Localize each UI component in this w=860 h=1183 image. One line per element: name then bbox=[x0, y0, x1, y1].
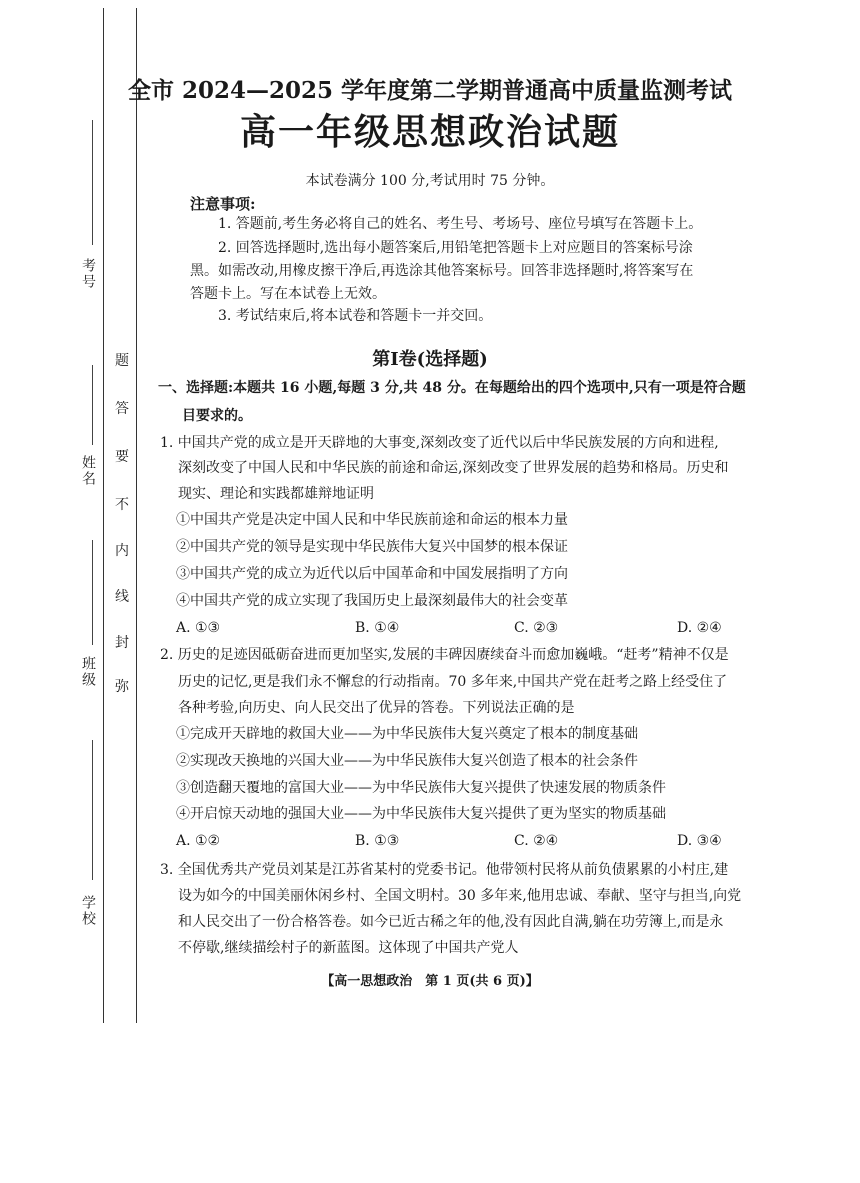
score-time-note: 本试卷满分 100 分,考试用时 75 分钟。 bbox=[305, 173, 555, 189]
q2-stem-line-2: 历史的记忆,更是我们永不懈怠的行动指南。70 多年来,中国共产党在赶考之路上经受住了 bbox=[178, 674, 728, 690]
warning-char: 题 bbox=[115, 353, 129, 369]
banji-field[interactable] bbox=[92, 540, 93, 645]
q1-statement-1: ①中国共产党是决定中国人民和中华民族前途和命运的根本力量 bbox=[176, 512, 568, 528]
q2-stem-line-3: 各种考验,向历史、向人民交出了优异的答卷。下列说法正确的是 bbox=[178, 700, 575, 716]
binding-line-outer bbox=[103, 8, 104, 1023]
page-footer: 【高一思想政治 第 1 页(共 6 页)】 bbox=[321, 974, 539, 989]
paper-title: 高一年级思想政治试题 bbox=[239, 111, 620, 153]
kaohao-label: 考号 bbox=[80, 258, 96, 290]
xingming-field[interactable] bbox=[92, 365, 93, 445]
notice-item-1: 1. 答题前,考生务必将自己的姓名、考生号、考场号、座位号填写在答题卡上。 bbox=[218, 216, 703, 232]
q3-stem-line-1: 3. 全国优秀共产党员刘某是江苏省某村的党委书记。他带领村民将从前负债累累的小村庄,建 bbox=[160, 862, 729, 878]
xuexiao-field[interactable] bbox=[92, 740, 93, 880]
warning-char: 答 bbox=[115, 401, 129, 417]
binding-line-inner bbox=[136, 8, 137, 1023]
warning-char: 弥 bbox=[115, 679, 129, 695]
section-instruction-line-2: 目要求的。 bbox=[182, 408, 252, 424]
warning-char: 封 bbox=[115, 635, 129, 651]
q1-option-b: B. ①④ bbox=[355, 620, 400, 636]
section-instruction-line-1: 一、选择题:本题共 16 小题,每题 3 分,共 48 分。在每题给出的四个选项中,只有一项是符合题 bbox=[158, 380, 746, 396]
q1-statement-3: ③中国共产党的成立为近代以后中国革命和中国发展指明了方向 bbox=[176, 566, 568, 582]
q1-option-d: D. ②④ bbox=[677, 620, 722, 636]
xingming-label: 姓名 bbox=[80, 455, 96, 487]
q2-option-c: C. ②④ bbox=[514, 833, 559, 849]
notice-item-2-line-3: 答题卡上。写在本试卷上无效。 bbox=[190, 286, 386, 302]
xuexiao-label: 学校 bbox=[80, 895, 96, 927]
notice-item-2-line-2: 黑。如需改动,用橡皮擦干净后,再选涂其他答案标号。回答非选择题时,将答案写在 bbox=[190, 263, 694, 279]
q2-option-a: A. ①② bbox=[176, 833, 221, 849]
q3-stem-line-2: 设为如今的中国美丽休闲乡村、全国文明村。30 多年来,他用忠诚、奉献、坚守与担当,向党 bbox=[178, 888, 742, 904]
q2-statement-2: ②实现改天换地的兴国大业——为中华民族伟大复兴创造了根本的社会条件 bbox=[176, 753, 638, 769]
banji-label: 班级 bbox=[80, 656, 96, 688]
section-title: 第Ⅰ卷(选择题) bbox=[372, 349, 488, 370]
q2-statement-1: ①完成开天辟地的救国大业——为中华民族伟大复兴奠定了根本的制度基础 bbox=[176, 726, 638, 742]
warning-char: 内 bbox=[115, 543, 129, 559]
q3-stem-line-3: 和人民交出了一份合格答卷。如今已近古稀之年的他,没有因此自满,躺在功劳簿上,而是永 bbox=[178, 914, 724, 930]
q1-option-a: A. ①③ bbox=[176, 620, 221, 636]
q3-stem-line-4: 不停歇,继续描绘村子的新蓝图。这体现了中国共产党人 bbox=[178, 940, 519, 956]
q1-stem-line-1: 1. 中国共产党的成立是开天辟地的大事变,深刻改变了近代以后中华民族发展的方向和进程, bbox=[160, 435, 719, 451]
notice-heading: 注意事项: bbox=[190, 195, 256, 213]
notice-item-2-line-1: 2. 回答选择题时,选出每小题答案后,用铅笔把答题卡上对应题目的答案标号涂 bbox=[218, 240, 693, 256]
q1-statement-4: ④中国共产党的成立实现了我国历史上最深刻最伟大的社会变革 bbox=[176, 593, 568, 609]
q1-stem-line-2: 深刻改变了中国人民和中华民族的前途和命运,深刻改变了世界发展的趋势和格局。历史和 bbox=[178, 460, 729, 476]
notice-item-3: 3. 考试结束后,将本试卷和答题卡一并交回。 bbox=[218, 308, 493, 324]
q2-statement-3: ③创造翻天覆地的富国大业——为中华民族伟大复兴提供了快速发展的物质条件 bbox=[176, 780, 666, 796]
q1-stem-line-3: 现实、理论和实践都雄辩地证明 bbox=[178, 486, 374, 502]
warning-char: 不 bbox=[115, 497, 129, 513]
q2-option-b: B. ①③ bbox=[355, 833, 400, 849]
q2-stem-line-1: 2. 历史的足迹因砥砺奋进而更加坚实,发展的丰碑因赓续奋斗而愈加巍峨。“赶考”精神不仅是 bbox=[160, 647, 729, 663]
q1-statement-2: ②中国共产党的领导是实现中华民族伟大复兴中国梦的根本保证 bbox=[176, 539, 568, 555]
q1-option-c: C. ②③ bbox=[514, 620, 559, 636]
warning-char: 要 bbox=[115, 449, 129, 465]
q2-option-d: D. ③④ bbox=[677, 833, 722, 849]
warning-char: 线 bbox=[115, 589, 129, 605]
exam-title: 全市 2024—2025 学年度第二学期普通高中质量监测考试 bbox=[127, 77, 733, 104]
q2-statement-4: ④开启惊天动地的强国大业——为中华民族伟大复兴提供了更为坚实的物质基础 bbox=[176, 806, 666, 822]
